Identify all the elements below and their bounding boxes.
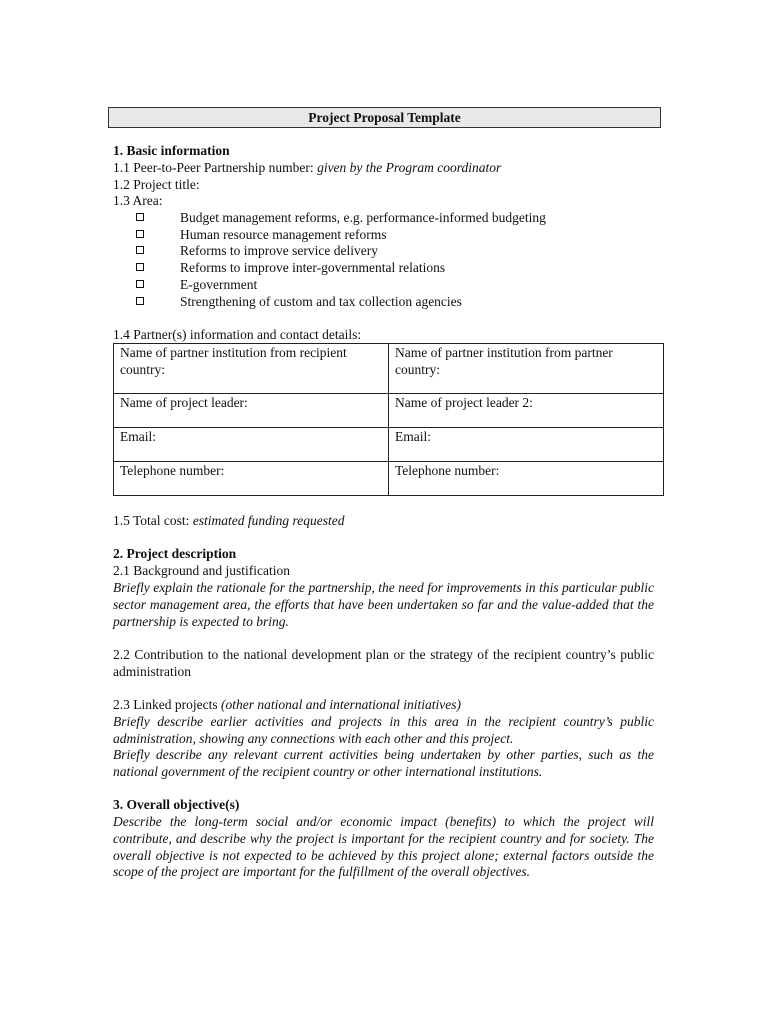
item-2-3-value: (other national and international initiatives): [220, 697, 461, 712]
table-cell: Name of project leader 2:: [389, 394, 664, 428]
item-2-3-text-2: Briefly describe any relevant current activities being undertaken by other parties, such as the national government of the recipient country or other international institutions.: [113, 747, 654, 779]
item-2-3-text-1: Briefly describe earlier activities and projects in this area in the recipient country’s public administration, showing any connections with each other and this project.: [113, 714, 654, 746]
checkbox-square-icon: [136, 297, 144, 305]
item-1-3: 1.3 Area:: [113, 193, 163, 208]
partners-table: [113, 343, 664, 496]
item-1-4: 1.4 Partner(s) information and contact details:: [113, 327, 362, 342]
item-1-5: [113, 513, 345, 530]
area-item: Reforms to improve inter-governmental relations: [136, 260, 445, 277]
item-2-3: [113, 697, 461, 714]
table-row: [114, 394, 664, 428]
checkbox-square-icon: [136, 263, 144, 271]
item-1-1-label: 1.1 Peer-to-Peer Partnership number:: [113, 160, 318, 175]
table-cell: Telephone number:: [389, 462, 664, 496]
table-row: [114, 428, 664, 462]
section-1-heading: 1. Basic information: [113, 143, 230, 158]
area-item: Reforms to improve service delivery: [136, 243, 378, 260]
area-item: Strengthening of custom and tax collection agencies: [136, 294, 462, 311]
item-1-1: [113, 160, 501, 177]
table-cell: Email:: [114, 428, 389, 462]
item-2-2: 2.2 Contribution to the national development plan or the strategy of the recipient country’s public administration: [113, 647, 654, 679]
item-2-3-label: 2.3 Linked projects: [113, 697, 221, 712]
area-item: E-government: [136, 277, 257, 294]
item-2-1-text: Briefly explain the rationale for the partnership, the need for improvements in this particular public sector management area, the efforts that have been undertaken so far and the value-added that the partnership is expected to bring.: [113, 580, 654, 629]
table-cell: Email:: [389, 428, 664, 462]
item-1-5-label: 1.5 Total cost:: [113, 513, 193, 528]
area-item: Budget management reforms, e.g. performance-informed budgeting: [136, 210, 546, 227]
section-2-heading: 2. Project description: [113, 546, 237, 561]
checkbox-square-icon: [136, 213, 144, 221]
checkbox-square-icon: [136, 246, 144, 254]
section-3-heading: 3. Overall objective(s): [113, 797, 240, 812]
item-1-2: 1.2 Project title:: [113, 177, 200, 192]
table-cell: Telephone number:: [114, 462, 389, 496]
table-cell: Name of partner institution from recipient country:: [114, 344, 389, 394]
area-item: Human resource management reforms: [136, 227, 387, 244]
item-1-1-value: given by the Program coordinator: [317, 160, 502, 175]
table-cell: Name of partner institution from partner country:: [389, 344, 664, 394]
item-2-1: 2.1 Background and justification: [113, 563, 290, 578]
table-row: [114, 462, 664, 496]
table-row: [114, 344, 664, 394]
item-1-5-value: estimated funding requested: [192, 513, 345, 528]
checkbox-square-icon: [136, 280, 144, 288]
table-cell: Name of project leader:: [114, 394, 389, 428]
checkbox-square-icon: [136, 230, 144, 238]
section-3-text: Describe the long-term social and/or economic impact (benefits) to which the project will contribute, and describe why the project is important for the recipient country and for society. The overall objective is not expected to be achieved by this project alone; external factors outside the scope of the project are important for the fulfillment of the overall objectives.: [113, 814, 654, 880]
document-title: Project Proposal Template: [108, 107, 661, 128]
